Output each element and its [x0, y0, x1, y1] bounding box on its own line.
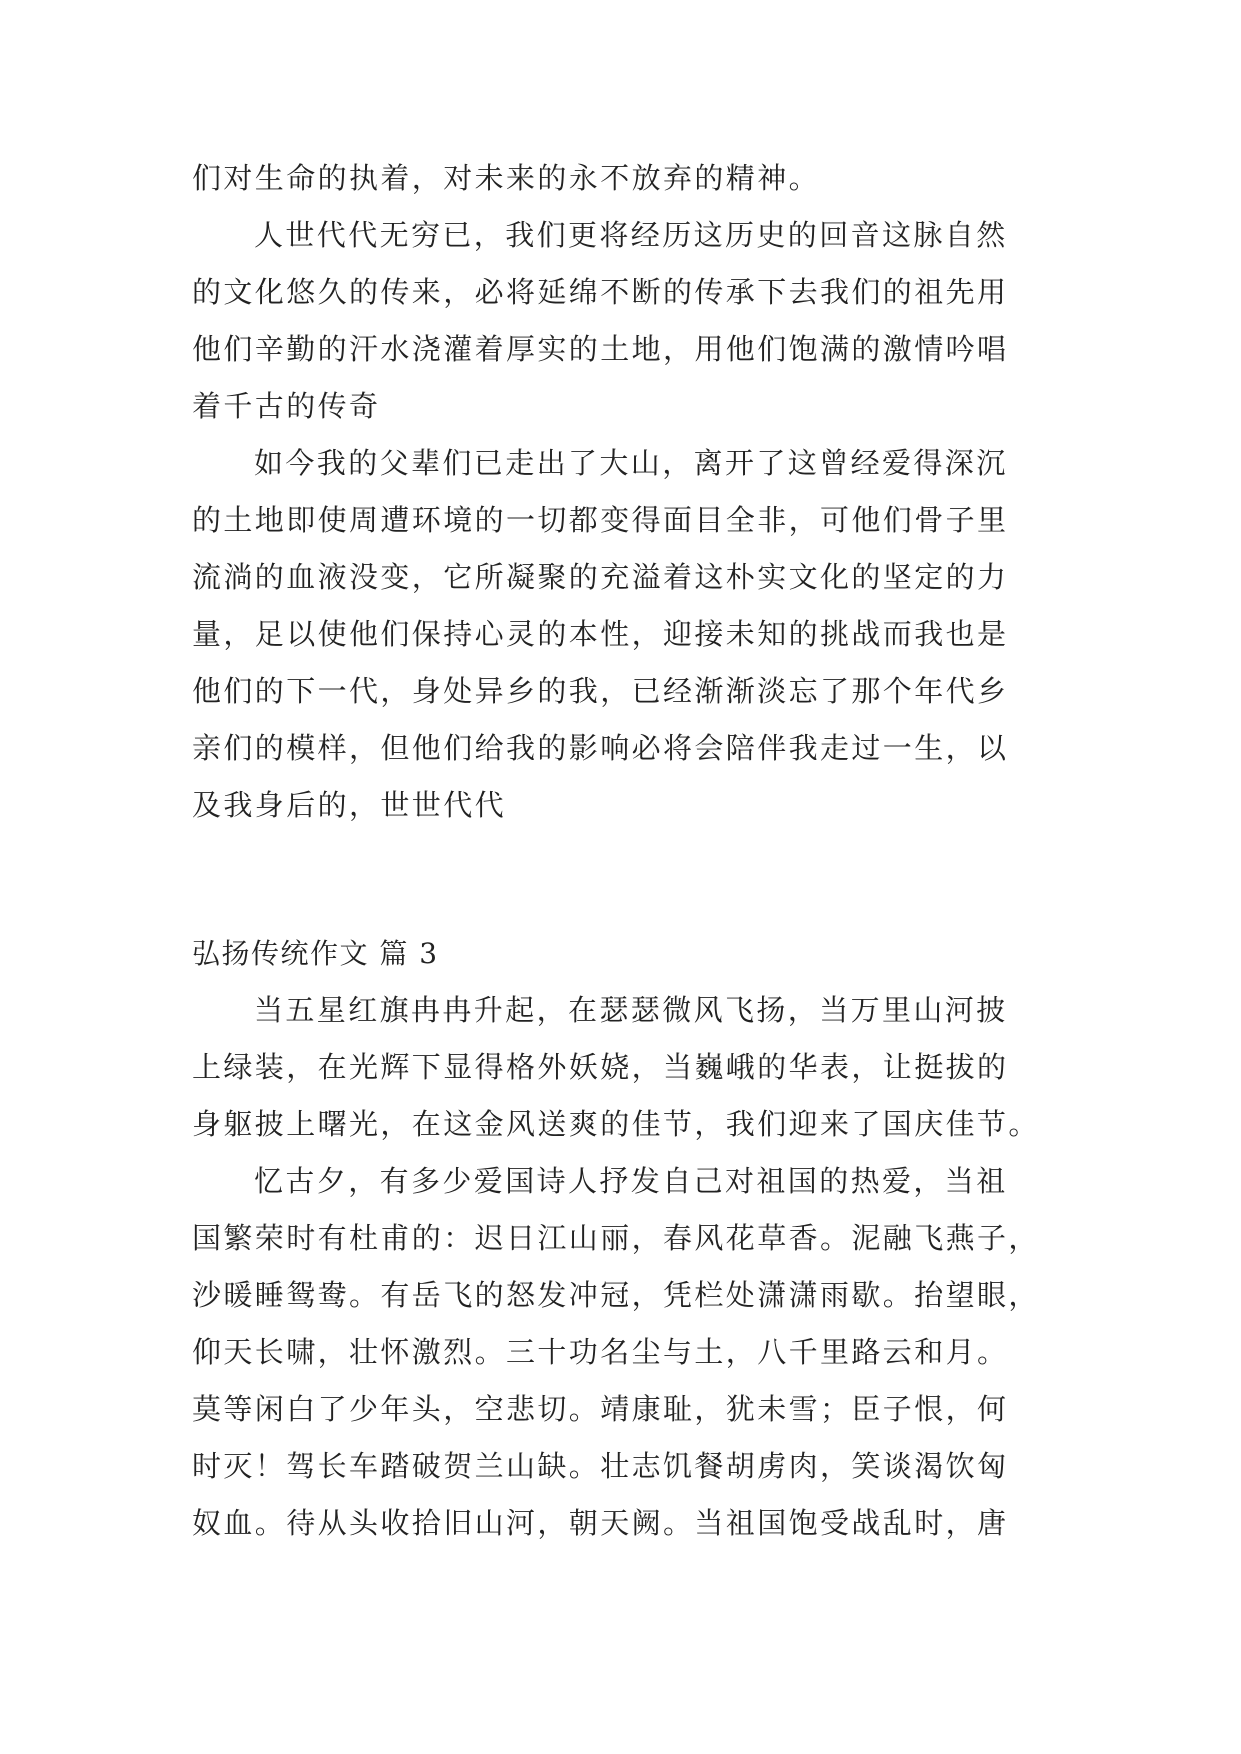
text-line: 国繁荣时有杜甫的：迟日江山丽，春风花草香。泥融飞燕子， — [192, 1221, 1040, 1255]
text-line: 人世代代无穷已，我们更将经历这历史的回音这脉自然 — [254, 218, 1008, 252]
text-line: 的土地即使周遭环境的一切都变得面目全非，可他们骨子里 — [192, 503, 1009, 537]
text-line: 及我身后的，世世代代 — [192, 788, 507, 822]
text-line: 们对生命的执着，对未来的永不放弃的精神。 — [192, 161, 821, 195]
text-line: 当五星红旗冉冉升起，在瑟瑟微风飞扬，当万里山河披 — [254, 993, 1008, 1027]
text-line: 忆古夕，有多少爱国诗人抒发自己对祖国的热爱，当祖 — [254, 1164, 1008, 1198]
text-line: 奴血。待从头收拾旧山河，朝天阙。当祖国饱受战乱时，唐 — [192, 1506, 1009, 1540]
text-line: 流淌的血液没变，它所凝聚的充溢着这朴实文化的坚定的力 — [192, 560, 1009, 594]
section-spacer — [192, 834, 1062, 925]
paragraph-continuation — [192, 150, 1062, 207]
paragraph — [192, 207, 1062, 435]
paragraph — [192, 982, 1062, 1153]
paragraph — [192, 1153, 1062, 1552]
text-line: 他们辛勤的汗水浇灌着厚实的土地，用他们饱满的激情吟唱 — [192, 332, 1009, 366]
text-line: 量，足以使他们保持心灵的本性，迎接未知的挑战而我也是 — [192, 617, 1009, 651]
text-line: 他们的下一代，身处异乡的我，已经渐渐淡忘了那个年代乡 — [192, 674, 1009, 708]
text-line: 的文化悠久的传来，必将延绵不断的传承下去我们的祖先用 — [192, 275, 1009, 309]
text-line: 时灭！驾长车踏破贺兰山缺。壮志饥餐胡虏肉，笑谈渴饮匈 — [192, 1449, 1009, 1483]
section-title: 弘扬传统作文 篇 3 — [192, 937, 439, 970]
text-line: 上绿装，在光辉下显得格外妖娆，当巍峨的华表，让挺拔的 — [192, 1050, 1009, 1084]
text-line: 仰天长啸，壮怀激烈。三十功名尘与土，八千里路云和月。 — [192, 1335, 1009, 1369]
text-line: 亲们的模样，但他们给我的影响必将会陪伴我走过一生，以 — [192, 731, 1009, 765]
text-line: 沙暖睡鸳鸯。有岳飞的怒发冲冠，凭栏处潇潇雨歇。抬望眼， — [192, 1278, 1040, 1312]
text-line: 着千古的传奇 — [192, 389, 381, 423]
text-line: 莫等闲白了少年头，空悲切。靖康耻，犹未雪；臣子恨，何 — [192, 1392, 1009, 1426]
text-line: 身躯披上曙光，在这金风送爽的佳节，我们迎来了国庆佳节。 — [192, 1107, 1040, 1141]
text-line: 如今我的父辈们已走出了大山，离开了这曾经爱得深沉 — [254, 446, 1008, 480]
paragraph — [192, 435, 1062, 834]
document-body — [192, 150, 1062, 1552]
